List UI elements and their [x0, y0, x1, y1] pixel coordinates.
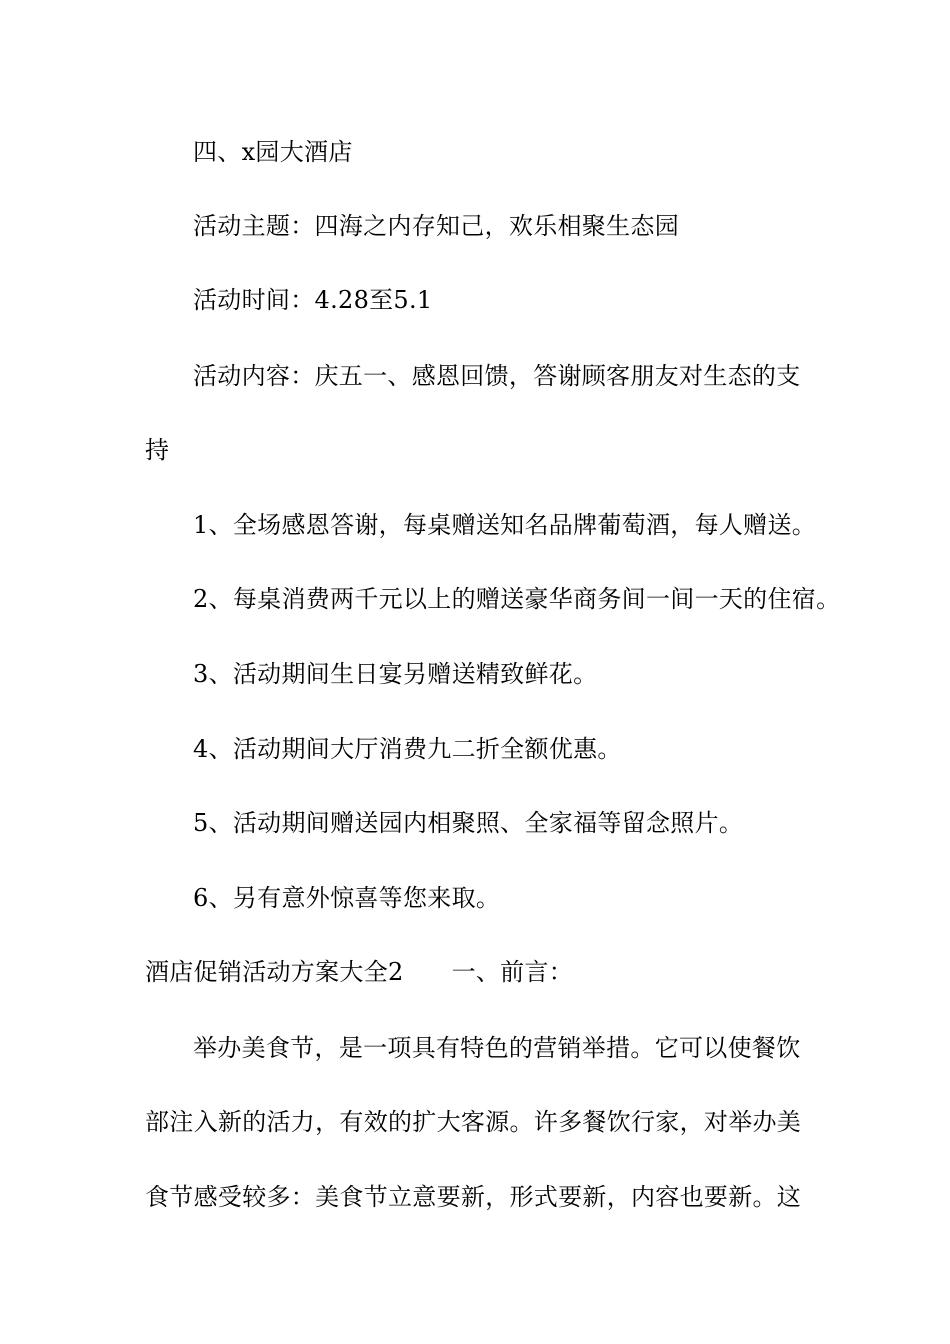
section-subheading: 一、前言： — [451, 958, 574, 986]
section-heading: 酒店促销活动方案大全2 — [145, 958, 404, 986]
list-item-4: 4、活动期间大厅消费九二折全额优惠。 — [193, 735, 622, 763]
list-item-5: 5、活动期间赠送园内相聚照、全家福等留念照片。 — [193, 809, 744, 837]
list-item-6: 6、另有意外惊喜等您来取。 — [193, 884, 501, 912]
activity-time: 活动时间：4.28至5.1 — [193, 286, 433, 314]
body-paragraph-line-2: 部注入新的活力，有效的扩大客源。许多餐饮行家，对举办美 — [145, 1108, 802, 1136]
body-paragraph-line-3: 食节感受较多：美食节立意要新，形式要新，内容也要新。这 — [145, 1183, 802, 1211]
activity-theme: 活动主题：四海之内存知己，欢乐相聚生态园 — [193, 212, 679, 240]
list-item-2: 2、每桌消费两千元以上的赠送豪华商务间一间一天的住宿。 — [193, 585, 841, 613]
section-heading-row — [145, 957, 815, 987]
body-paragraph-line-1: 举办美食节，是一项具有特色的营销举措。它可以使餐饮 — [193, 1034, 801, 1062]
list-item-1: 1、全场感恩答谢，每桌赠送知名品牌葡萄酒，每人赠送。 — [193, 511, 817, 539]
list-item-3: 3、活动期间生日宴另赠送精致鲜花。 — [193, 660, 598, 688]
activity-content: 活动内容：庆五一、感恩回馈，答谢顾客朋友对生态的支 — [193, 362, 801, 390]
activity-content-continued: 持 — [145, 436, 170, 464]
section-title-hotel: 四、x园大酒店 — [193, 138, 353, 166]
